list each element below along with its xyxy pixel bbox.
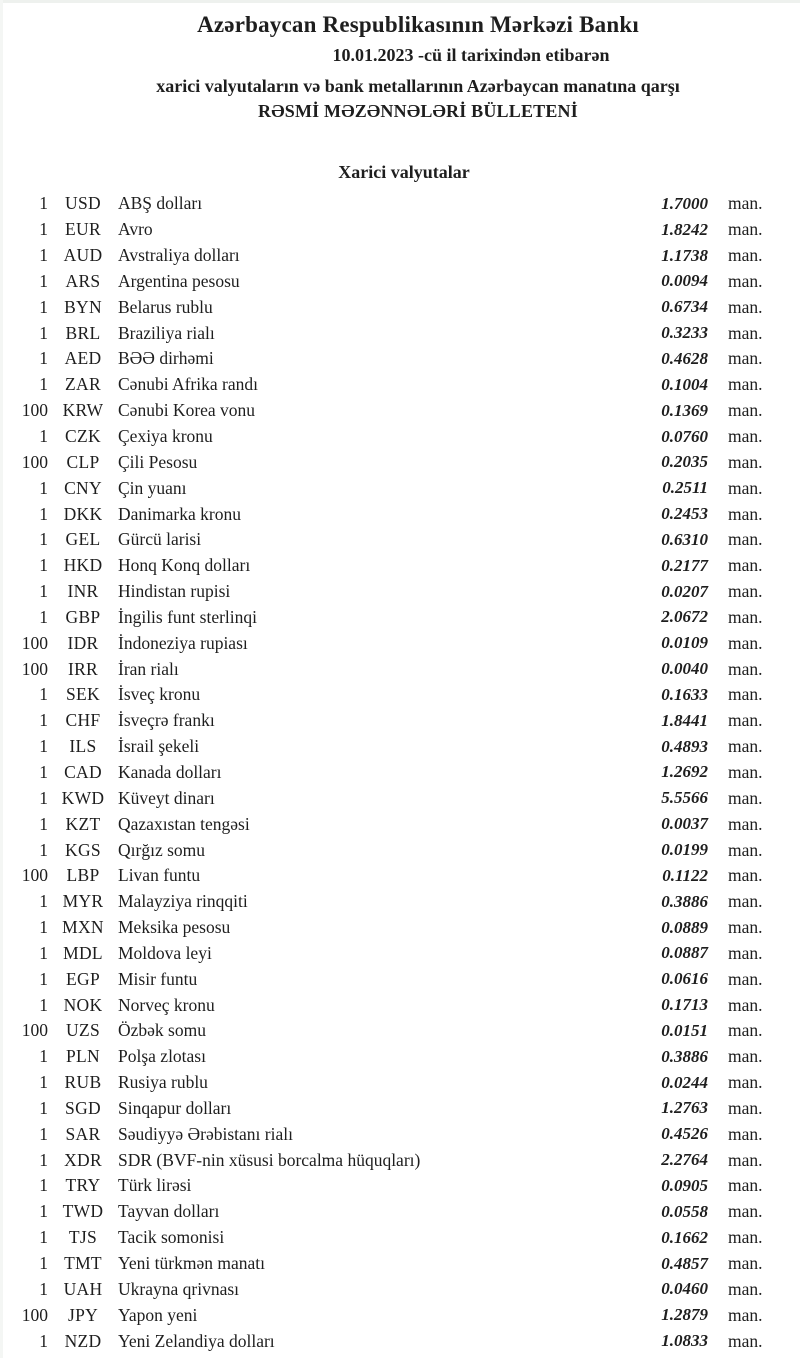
- quantity-cell: 1: [39, 1072, 48, 1093]
- currency-name-cell: Cənubi Afrika randı: [118, 374, 258, 395]
- currency-code-cell: IDR: [67, 632, 99, 653]
- currency-name-cell: Avro: [118, 219, 153, 240]
- currency-name-cell: Braziliya rialı: [118, 322, 215, 343]
- quantity-cell: 1: [39, 968, 48, 989]
- quantity-cell: 1: [39, 270, 48, 291]
- currency-name-cell: Ukrayna qrivnası: [118, 1278, 240, 1299]
- quantity-cell: 100: [21, 632, 48, 653]
- currency-name-cell: Qırğız somu: [118, 839, 206, 860]
- quantity-cell: 1: [39, 736, 48, 757]
- currency-name-cell: Çin yuanı: [118, 477, 187, 498]
- table-row: [0, 475, 800, 501]
- unit-cell: man.: [728, 426, 763, 447]
- table-row: [0, 605, 800, 631]
- currency-name-cell: Özbək somu: [118, 1020, 206, 1041]
- currency-code-cell: UZS: [66, 1020, 100, 1041]
- table-row: [0, 579, 800, 605]
- currency-code-cell: RUB: [64, 1072, 102, 1093]
- table-row: [0, 1276, 800, 1302]
- quantity-cell: 1: [39, 813, 48, 834]
- quantity-cell: 1: [39, 917, 48, 938]
- quantity-cell: 100: [21, 865, 48, 886]
- quantity-cell: 1: [39, 1149, 48, 1170]
- quantity-cell: 100: [21, 658, 48, 679]
- unit-cell: man.: [728, 555, 763, 576]
- unit-cell: man.: [728, 787, 763, 808]
- rate-value-cell: 0.4526: [661, 1124, 708, 1144]
- unit-cell: man.: [728, 503, 763, 524]
- quantity-cell: 1: [39, 1330, 48, 1351]
- currency-code-cell: UAH: [63, 1278, 103, 1299]
- rate-value-cell: 0.1122: [662, 865, 708, 885]
- quantity-cell: 1: [39, 1227, 48, 1248]
- currency-name-cell: Sinqapur dolları: [118, 1097, 232, 1118]
- currency-name-cell: Cənubi Korea vonu: [118, 400, 256, 421]
- table-row: [0, 630, 800, 656]
- rate-value-cell: 0.1004: [661, 374, 708, 394]
- unit-cell: man.: [728, 296, 763, 317]
- quantity-cell: 1: [39, 710, 48, 731]
- currency-code-cell: MXN: [62, 917, 104, 938]
- currency-code-cell: KZT: [65, 813, 101, 834]
- quantity-cell: 1: [39, 1097, 48, 1118]
- currency-name-cell: İran rialı: [118, 658, 179, 679]
- quantity-cell: 1: [39, 942, 48, 963]
- unit-cell: man.: [728, 1278, 763, 1299]
- table-row: [0, 1044, 800, 1070]
- rate-value-cell: 0.3233: [661, 323, 708, 343]
- unit-cell: man.: [728, 1330, 763, 1351]
- rate-value-cell: 0.1662: [661, 1227, 708, 1247]
- quantity-cell: 1: [39, 606, 48, 627]
- unit-cell: man.: [728, 632, 763, 653]
- unit-cell: man.: [728, 322, 763, 343]
- rate-value-cell: 1.7000: [661, 193, 708, 213]
- currency-code-cell: AUD: [63, 245, 103, 266]
- unit-cell: man.: [728, 1175, 763, 1196]
- currency-code-cell: IRR: [67, 658, 99, 679]
- quantity-cell: 1: [39, 245, 48, 266]
- rate-value-cell: 0.6310: [661, 529, 708, 549]
- currency-code-cell: SGD: [65, 1097, 101, 1118]
- rate-value-cell: 0.0037: [661, 814, 708, 834]
- unit-cell: man.: [728, 1149, 763, 1170]
- currency-code-cell: ILS: [69, 736, 97, 757]
- unit-cell: man.: [728, 710, 763, 731]
- unit-cell: man.: [728, 193, 763, 214]
- rate-value-cell: 0.0616: [661, 969, 708, 989]
- rate-value-cell: 0.0558: [661, 1201, 708, 1221]
- currency-name-cell: Polşa zlotası: [118, 1046, 206, 1067]
- unit-cell: man.: [728, 865, 763, 886]
- currency-code-cell: MYR: [62, 891, 104, 912]
- quantity-cell: 1: [39, 219, 48, 240]
- rate-value-cell: 0.0460: [661, 1279, 708, 1299]
- currency-code-cell: SEK: [66, 684, 100, 705]
- table-row: [0, 398, 800, 424]
- currency-name-cell: Avstraliya dolları: [118, 245, 240, 266]
- rate-value-cell: 2.2764: [661, 1150, 708, 1170]
- quantity-cell: 1: [39, 839, 48, 860]
- rate-value-cell: 0.0889: [661, 917, 708, 937]
- quantity-cell: 1: [39, 787, 48, 808]
- unit-cell: man.: [728, 891, 763, 912]
- quantity-cell: 1: [39, 994, 48, 1015]
- rate-value-cell: 0.1713: [661, 995, 708, 1015]
- currency-name-cell: Gürcü larisi: [118, 529, 202, 550]
- rate-value-cell: 2.0672: [661, 607, 708, 627]
- scope-line: xarici valyutaların və bank metallarının Azərbaycan manatına qarşı: [156, 76, 680, 96]
- currency-name-cell: Honq Konq dolları: [118, 555, 251, 576]
- section-title-foreign-currencies: Xarici valyutalar: [338, 162, 470, 182]
- currency-name-cell: Tacik somonisi: [118, 1227, 225, 1248]
- quantity-cell: 100: [21, 400, 48, 421]
- currency-code-cell: KWD: [61, 787, 105, 808]
- table-row: [0, 837, 800, 863]
- currency-code-cell: JPY: [67, 1304, 99, 1325]
- quantity-cell: 1: [39, 529, 48, 550]
- rate-value-cell: 1.8242: [661, 219, 708, 239]
- unit-cell: man.: [728, 1304, 763, 1325]
- currency-name-cell: Türk lirəsi: [118, 1175, 192, 1196]
- rate-value-cell: 1.2692: [661, 762, 708, 782]
- currency-code-cell: KRW: [62, 400, 104, 421]
- currency-code-cell: SAR: [65, 1123, 101, 1144]
- table-row: [0, 811, 800, 837]
- currency-name-cell: Hindistan rupisi: [118, 581, 231, 602]
- currency-name-cell: Kanada dolları: [118, 761, 222, 782]
- currency-code-cell: BYN: [64, 296, 102, 317]
- table-row: [0, 915, 800, 941]
- unit-cell: man.: [728, 917, 763, 938]
- unit-cell: man.: [728, 219, 763, 240]
- currency-name-cell: Danimarka kronu: [118, 503, 241, 524]
- bulletin-header: [36, 0, 800, 122]
- currency-code-cell: CAD: [64, 761, 102, 782]
- effective-date-line: 10.01.2023 -cü il tarixindən etibarən: [332, 45, 610, 65]
- table-row: [0, 708, 800, 734]
- currency-code-cell: EGP: [66, 968, 100, 989]
- table-row: [0, 734, 800, 760]
- table-row: [0, 1121, 800, 1147]
- table-row: [0, 966, 800, 992]
- unit-cell: man.: [728, 1201, 763, 1222]
- rate-value-cell: 0.4893: [661, 736, 708, 756]
- unit-cell: man.: [728, 1123, 763, 1144]
- rate-value-cell: 0.0094: [661, 271, 708, 291]
- rate-value-cell: 0.3886: [661, 891, 708, 911]
- currency-name-cell: Meksika pesosu: [118, 917, 231, 938]
- table-row: [0, 191, 800, 217]
- unit-cell: man.: [728, 1097, 763, 1118]
- table-row: [0, 940, 800, 966]
- currency-name-cell: Çili Pesosu: [118, 451, 198, 472]
- currency-code-cell: TJS: [68, 1227, 98, 1248]
- rate-value-cell: 0.0244: [661, 1072, 708, 1092]
- table-row: [0, 372, 800, 398]
- currency-code-cell: CZK: [65, 426, 101, 447]
- unit-cell: man.: [728, 736, 763, 757]
- quantity-cell: 1: [39, 1253, 48, 1274]
- table-row: [0, 449, 800, 475]
- currency-code-cell: MDL: [63, 942, 103, 963]
- unit-cell: man.: [728, 606, 763, 627]
- unit-cell: man.: [728, 270, 763, 291]
- unit-cell: man.: [728, 1227, 763, 1248]
- currency-code-cell: GEL: [65, 529, 101, 550]
- rate-value-cell: 1.0833: [661, 1331, 708, 1351]
- rate-value-cell: 1.8441: [661, 710, 708, 730]
- currency-code-cell: USD: [65, 193, 101, 214]
- currency-name-cell: Qazaxıstan tengəsi: [118, 813, 250, 834]
- currency-name-cell: Malayziya rinqqiti: [118, 891, 248, 912]
- currency-name-cell: Argentina pesosu: [118, 270, 240, 291]
- quantity-cell: 100: [21, 1304, 48, 1325]
- rate-value-cell: 0.0905: [661, 1175, 708, 1195]
- table-row: [0, 346, 800, 372]
- quantity-cell: 1: [39, 1046, 48, 1067]
- currency-code-cell: TMT: [64, 1253, 102, 1274]
- quantity-cell: 1: [39, 193, 48, 214]
- currency-name-cell: Tayvan dolları: [118, 1201, 220, 1222]
- table-row: [0, 1018, 800, 1044]
- bulletin-title: RƏSMİ MƏZƏNNƏLƏRİ BÜLLETENİ: [258, 101, 578, 121]
- table-row: [0, 1147, 800, 1173]
- rate-value-cell: 0.4857: [661, 1253, 708, 1273]
- currency-code-cell: CLP: [66, 451, 100, 472]
- rate-value-cell: 0.4628: [661, 348, 708, 368]
- currency-code-cell: ARS: [65, 270, 101, 291]
- currency-name-cell: İsveç kronu: [118, 684, 201, 705]
- quantity-cell: 1: [39, 322, 48, 343]
- currency-name-cell: İngilis funt sterlinqi: [118, 606, 258, 627]
- rate-value-cell: 0.2035: [661, 452, 708, 472]
- currency-name-cell: ABŞ dolları: [118, 193, 203, 214]
- rate-value-cell: 1.2763: [661, 1098, 708, 1118]
- table-row: [0, 760, 800, 786]
- unit-cell: man.: [728, 374, 763, 395]
- rate-value-cell: 0.0887: [661, 943, 708, 963]
- quantity-cell: 1: [39, 296, 48, 317]
- currency-code-cell: PLN: [66, 1046, 100, 1067]
- currency-name-cell: Yeni Zelandiya dolları: [118, 1330, 275, 1351]
- currency-name-cell: İsveçrə frankı: [118, 710, 215, 731]
- currency-code-cell: AED: [64, 348, 102, 369]
- unit-cell: man.: [728, 477, 763, 498]
- quantity-cell: 1: [39, 684, 48, 705]
- unit-cell: man.: [728, 761, 763, 782]
- table-row: [0, 992, 800, 1018]
- currency-name-cell: Yeni türkmən manatı: [118, 1253, 265, 1274]
- quantity-cell: 100: [21, 1020, 48, 1041]
- bank-name-title: Azərbaycan Respublikasının Mərkəzi Bankı: [197, 12, 639, 37]
- currency-code-cell: KGS: [65, 839, 101, 860]
- rate-value-cell: 1.1738: [661, 245, 708, 265]
- rate-value-cell: 1.2879: [661, 1305, 708, 1325]
- rate-value-cell: 0.0109: [661, 633, 708, 653]
- table-row: [0, 1173, 800, 1199]
- table-row: [0, 682, 800, 708]
- table-row: [0, 320, 800, 346]
- table-row: [0, 1251, 800, 1277]
- rate-value-cell: 0.2177: [661, 555, 708, 575]
- currency-code-cell: XDR: [64, 1149, 102, 1170]
- table-row: [0, 1070, 800, 1096]
- unit-cell: man.: [728, 1253, 763, 1274]
- currency-code-cell: NZD: [64, 1330, 102, 1351]
- quantity-cell: 1: [39, 1278, 48, 1299]
- currency-code-cell: ZAR: [65, 374, 101, 395]
- rates-table: [0, 191, 800, 1354]
- currency-name-cell: İsrail şekeli: [118, 736, 200, 757]
- currency-name-cell: İndoneziya rupiası: [118, 632, 248, 653]
- currency-code-cell: HKD: [63, 555, 103, 576]
- currency-code-cell: CNY: [64, 477, 102, 498]
- currency-code-cell: NOK: [63, 994, 103, 1015]
- rate-value-cell: 0.2453: [661, 504, 708, 524]
- currency-code-cell: BRL: [65, 322, 101, 343]
- quantity-cell: 1: [39, 581, 48, 602]
- rate-value-cell: 0.6734: [661, 297, 708, 317]
- unit-cell: man.: [728, 245, 763, 266]
- currency-code-cell: TRY: [65, 1175, 101, 1196]
- currency-name-cell: BƏƏ dirhəmi: [118, 348, 214, 369]
- table-row: [0, 217, 800, 243]
- table-row: [0, 1096, 800, 1122]
- unit-cell: man.: [728, 968, 763, 989]
- quantity-cell: 1: [39, 1201, 48, 1222]
- unit-cell: man.: [728, 1046, 763, 1067]
- table-row: [0, 269, 800, 295]
- currency-code-cell: LBP: [66, 865, 100, 886]
- currency-name-cell: Çexiya kronu: [118, 426, 213, 447]
- table-row: [0, 889, 800, 915]
- unit-cell: man.: [728, 451, 763, 472]
- quantity-cell: 1: [39, 477, 48, 498]
- rate-value-cell: 0.0207: [661, 581, 708, 601]
- table-row: [0, 424, 800, 450]
- quantity-cell: 1: [39, 761, 48, 782]
- currency-name-cell: Küveyt dinarı: [118, 787, 215, 808]
- currency-code-cell: DKK: [63, 503, 103, 524]
- table-row: [0, 785, 800, 811]
- currency-name-cell: Rusiya rublu: [118, 1072, 208, 1093]
- table-row: [0, 294, 800, 320]
- unit-cell: man.: [728, 839, 763, 860]
- rate-value-cell: 0.0040: [661, 659, 708, 679]
- unit-cell: man.: [728, 1020, 763, 1041]
- table-row: [0, 553, 800, 579]
- quantity-cell: 1: [39, 426, 48, 447]
- rate-value-cell: 0.0199: [661, 840, 708, 860]
- quantity-cell: 1: [39, 348, 48, 369]
- rate-value-cell: 0.1633: [661, 684, 708, 704]
- currency-code-cell: EUR: [65, 219, 101, 240]
- currency-code-cell: GBP: [65, 606, 101, 627]
- currency-name-cell: Moldova leyi: [118, 942, 212, 963]
- rate-value-cell: 0.2511: [662, 478, 708, 498]
- currency-name-cell: Yapon yeni: [118, 1304, 198, 1325]
- quantity-cell: 1: [39, 1123, 48, 1144]
- currency-name-cell: Misir funtu: [118, 968, 198, 989]
- table-row: [0, 527, 800, 553]
- unit-cell: man.: [728, 684, 763, 705]
- currency-name-cell: SDR (BVF-nin xüsusi borcalma hüquqları): [118, 1149, 421, 1170]
- table-row: [0, 501, 800, 527]
- unit-cell: man.: [728, 813, 763, 834]
- currency-name-cell: Norveç kronu: [118, 994, 215, 1015]
- currency-name-cell: Livan funtu: [118, 865, 201, 886]
- table-row: [0, 656, 800, 682]
- unit-cell: man.: [728, 658, 763, 679]
- unit-cell: man.: [728, 942, 763, 963]
- quantity-cell: 1: [39, 374, 48, 395]
- table-row: [0, 863, 800, 889]
- currency-name-cell: Səudiyyə Ərəbistanı rialı: [118, 1123, 293, 1144]
- currency-code-cell: INR: [67, 581, 99, 602]
- rate-value-cell: 0.0760: [661, 426, 708, 446]
- unit-cell: man.: [728, 348, 763, 369]
- unit-cell: man.: [728, 400, 763, 421]
- unit-cell: man.: [728, 1072, 763, 1093]
- currency-code-cell: CHF: [65, 710, 101, 731]
- unit-cell: man.: [728, 581, 763, 602]
- table-row: [0, 1302, 800, 1328]
- table-row: [0, 1328, 800, 1354]
- quantity-cell: 1: [39, 555, 48, 576]
- quantity-cell: 1: [39, 503, 48, 524]
- table-row: [0, 1199, 800, 1225]
- table-row: [0, 1225, 800, 1251]
- quantity-cell: 1: [39, 1175, 48, 1196]
- table-row: [0, 243, 800, 269]
- quantity-cell: 1: [39, 891, 48, 912]
- rate-value-cell: 0.3886: [661, 1046, 708, 1066]
- unit-cell: man.: [728, 529, 763, 550]
- rate-value-cell: 0.1369: [661, 400, 708, 420]
- quantity-cell: 100: [21, 451, 48, 472]
- unit-cell: man.: [728, 994, 763, 1015]
- currency-name-cell: Belarus rublu: [118, 296, 213, 317]
- rate-value-cell: 5.5566: [661, 788, 708, 808]
- currency-code-cell: TWD: [62, 1201, 104, 1222]
- rate-value-cell: 0.0151: [661, 1020, 708, 1040]
